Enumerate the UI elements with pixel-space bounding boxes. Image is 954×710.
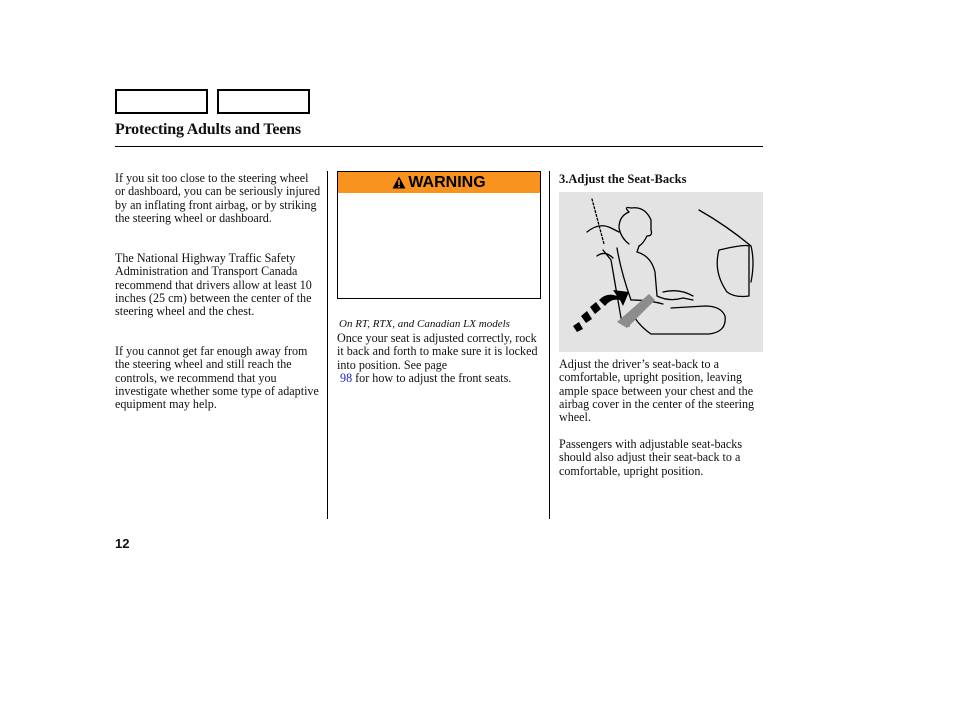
warning-label: WARNING	[408, 173, 486, 191]
paragraph-adaptive-equipment: If you cannot get far enough away from the steering wheel and still reach the controls, we recommend that you investigate whether some type of adaptive equipment may help.	[115, 344, 319, 412]
warning-triangle-icon	[392, 176, 406, 189]
nav-button-main-menu[interactable]	[115, 89, 208, 114]
column-divider	[327, 171, 328, 519]
paragraph-seat-locked	[337, 332, 543, 385]
seated-driver-drawing	[559, 192, 763, 352]
paragraph-driver-seat-back: Adjust the driver’s seat-back to a comfortable, upright position, leaving ample space between your chest and the airbag cover in the center of the steering wheel.	[559, 357, 755, 425]
paragraph-nhtsa-recommendation: The National Highway Traffic Safety Administration and Transport Canada recommend that drivers allow at least 10 inches (25 cm) between the center of the steering wheel and the chest.	[115, 251, 312, 319]
warning-header	[338, 172, 540, 193]
step-heading: 3.Adjust the Seat-Backs	[559, 172, 687, 186]
page-link[interactable]: 98	[340, 370, 353, 385]
page-number: 12	[115, 536, 130, 551]
column-divider	[549, 171, 550, 519]
paragraph-text: Once your seat is adjusted correctly, rock it back and forth to make sure it is locked into position. See page	[337, 331, 538, 372]
paragraph-airbag-injury: If you sit too close to the steering wheel or dashboard, you can be seriously injured by an inflating front airbag, or by striking the steering wheel or dashboard.	[115, 171, 321, 225]
page-title: Protecting Adults and Teens	[115, 121, 301, 138]
paragraph-passenger-seat-back: Passengers with adjustable seat-backs should also adjust their seat-back to a comfortable, upright position.	[559, 437, 743, 478]
nav-button-table-of-contents[interactable]	[217, 89, 310, 114]
paragraph-text: for how to adjust the front seats.	[355, 370, 512, 385]
seat-back-illustration	[559, 192, 763, 352]
warning-box	[337, 171, 541, 299]
header-rule	[115, 146, 763, 147]
models-note: On RT, RTX, and Canadian LX models	[339, 318, 510, 330]
